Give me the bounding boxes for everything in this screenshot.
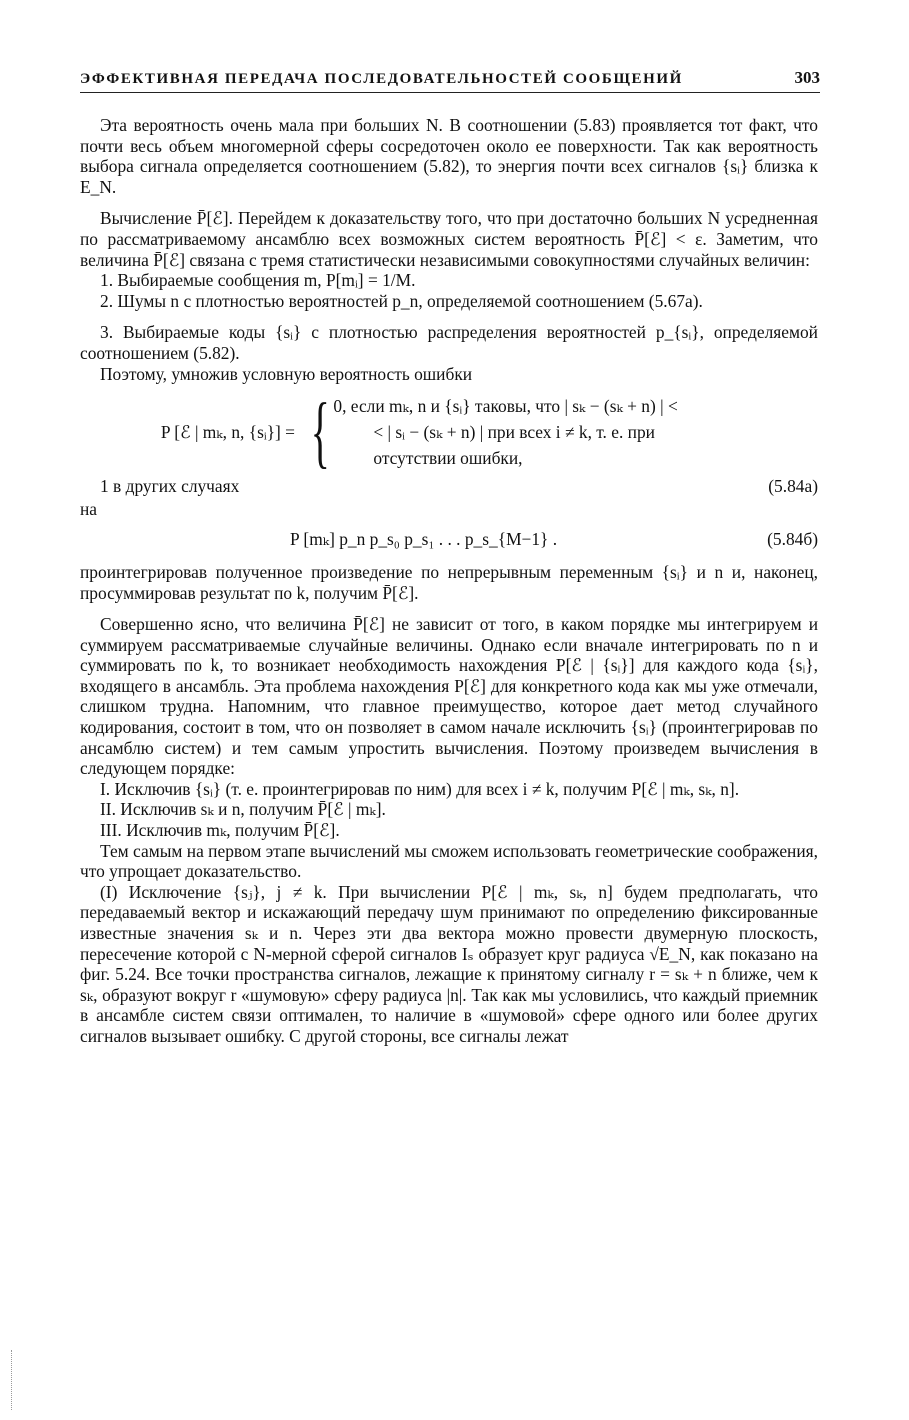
list-item: 3. Выбираемые коды {sᵢ} с плотностью распределения вероятностей p_{sᵢ}, определяемой соотношением (5.82). — [80, 322, 818, 363]
running-header — [80, 68, 820, 88]
list-item: III. Исключив mₖ, получим P̄[ℰ]. — [100, 820, 340, 841]
equation-lhs: P [ℰ | mₖ, n, {sᵢ}] = — [160, 421, 295, 442]
list-item: I. Исключив {sᵢ} (т. е. проинтегрировав по ним) для всех i ≠ k, получим P[ℰ | mₖ, sₖ, n]. — [100, 778, 740, 799]
equation-case-2 — [80, 476, 818, 497]
scan-edge — [11, 1350, 13, 1410]
equation-5-84a — [80, 388, 818, 477]
header-rule — [80, 92, 820, 93]
equation-tag: (5.84a) — [768, 476, 818, 497]
paragraph: Тем самым на первом этапе вычислений мы сможем использовать геометрические соображения, что упрощает доказательство. — [80, 840, 818, 882]
paragraph: (I) Исключение {sⱼ}, j ≠ k. При вычислении P[ℰ | mₖ, sₖ, n] будем предполагать, что передаваемый вектор и искажающий передачу шум принимают по определению фиксированные известные значения sₖ и n. Через эти два вектора можно провести двумерную плоскость, пересечение которой с N-мерной сферой сигналов Iₛ образует круг радиуса √E_N, как показано на фиг. 5.24. Все точки пространства сигналов, лежащие к принятому сигналу r = sₖ + n ближе, чем к sₖ, образуют вокруг r «шумовую» сферу радиуса |n|. Так как мы условились, что каждый приемник в ансамбле систем связи оптимален, то наличие в «шумовой» сфере одного или более других сигналов вызывает ошибку. С другой стороны, все сигналы лежат — [80, 881, 818, 1046]
case-line: 1 в других случаях — [100, 476, 240, 497]
paragraph: на — [80, 498, 98, 519]
paragraph: проинтегрировав полученное произведение по непрерывным переменным {sᵢ} и n и, наконец, просуммировав результат по k, получим P̄[ℰ]. — [80, 561, 818, 603]
body-text — [80, 115, 818, 1047]
case-line: < | sᵢ − (sₖ + n) | при всех i ≠ k, т. е. при — [373, 422, 655, 443]
header-title: ЭФФЕКТИВНАЯ ПЕРЕДАЧА ПОСЛЕДОВАТЕЛЬНОСТЕЙ СООБЩЕНИЙ — [80, 71, 683, 87]
list-item: II. Исключив sₖ и n, получим P̄[ℰ | mₖ]. — [100, 799, 386, 820]
case-line: 0, если mₖ, n и {sᵢ} таковы, что | sₖ − (sₖ + n) | < — [333, 396, 678, 417]
list-item: 1. Выбираемые сообщения m, P[mᵢ] = 1/M. — [100, 270, 416, 291]
paragraph: Вычисление P̄[ℰ]. Перейдем к доказательству того, что при достаточно больших N усредненная по рассматриваемому ансамблю всех возможных систем вероятность P̄[ℰ] < ε. Заметим, что величина P̄[ℰ] связана с тремя статистически независимыми совокупностями случайных величин: — [80, 208, 818, 270]
page-number: 303 — [794, 68, 820, 87]
paragraph: Поэтому, умножив условную вероятность ошибки — [100, 363, 473, 384]
paragraph: Эта вероятность очень мала при больших N. В соотношении (5.83) проявляется тот факт, что почти весь объем многомерной сферы сосредоточен около ее поверхности. Так как вероятность выбора сигнала определяется соотношением (5.82), то энергия почти всех сигналов {sᵢ} близка к E_N. — [80, 115, 818, 197]
equation-body: P [mₖ] p_n p_s₀ p_s₁ . . . p_s_{M−1} . — [290, 529, 558, 550]
case-line: отсутствии ошибки, — [373, 448, 523, 469]
paragraph: Совершенно ясно, что величина P̄[ℰ] не зависит от того, в каком порядке мы интегрируем и суммируем рассматриваемые случайные величины. Однако если вначале интегрировать по n и суммировать по k, то возникает необходимость нахождения P[ℰ | {sᵢ}] для каждого кода {sᵢ}, входящего в ансамбль. Эта проблема нахождения P[ℰ] для конкретного кода как мы уже отмечали, слишком трудна. Напомним, что главное преимущество, которое дает метод случайного кодирования, состоит в том, что он позволяет в самом начале исключить {sᵢ} (проинтегрировав по ансамблю систем) и тем самым упростить вычисления. Поэтому произведем вычисления в следующем порядке: — [80, 614, 818, 779]
list-item: 2. Шумы n с плотностью вероятностей p_n, определяемой соотношением (5.67a). — [100, 290, 703, 311]
equation-tag: (5.84б) — [767, 529, 818, 550]
brace: { — [310, 388, 330, 477]
equation-5-84b — [80, 529, 818, 550]
equation-cases — [333, 393, 818, 471]
